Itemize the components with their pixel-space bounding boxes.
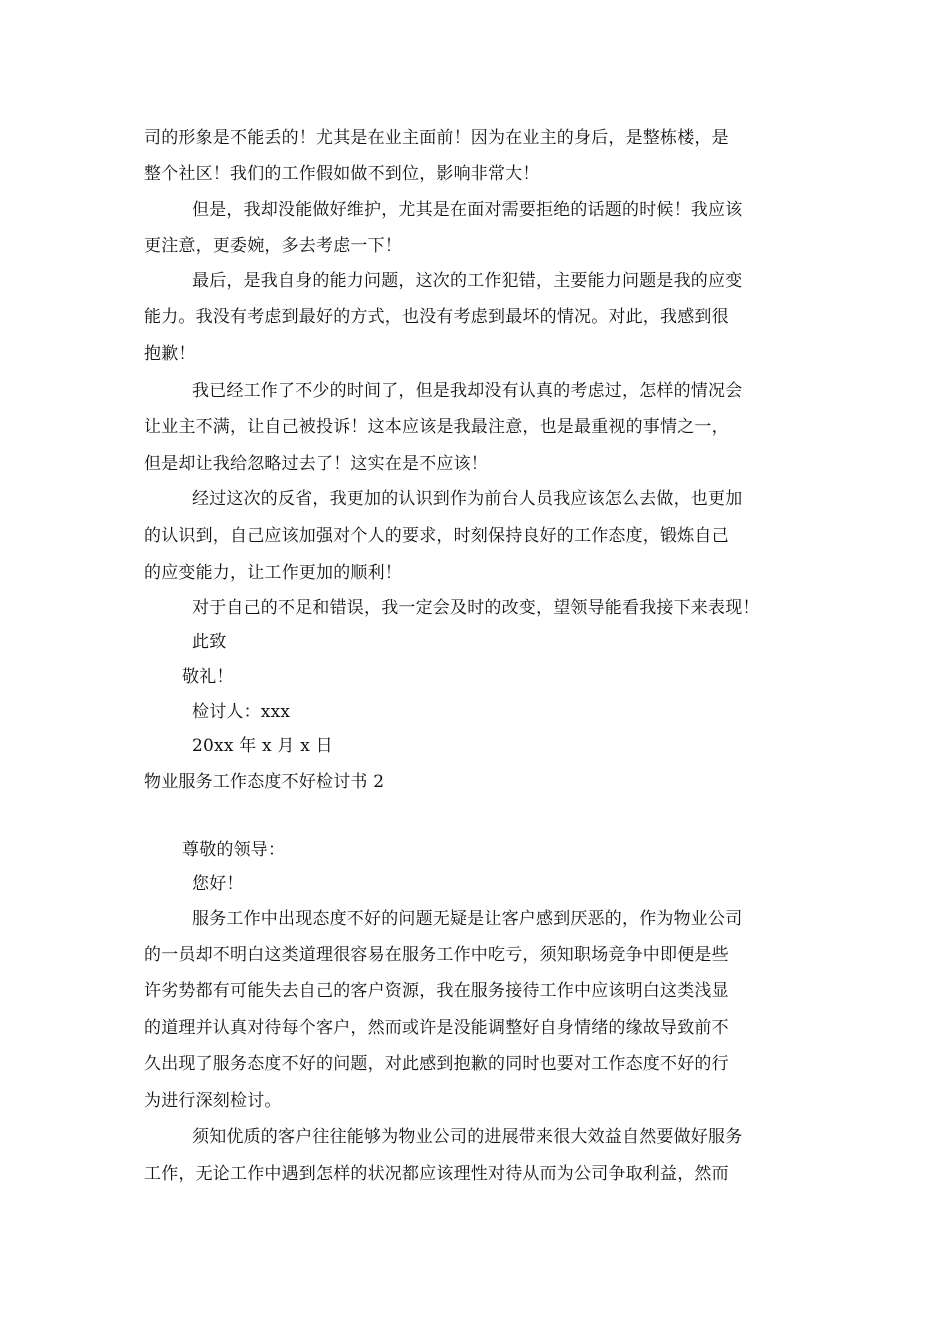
- signature-line: 检讨人：xxx: [192, 702, 291, 722]
- salutation-line: 敬礼！: [182, 667, 234, 687]
- section-title: 物业服务工作态度不好检讨书 2: [144, 772, 385, 792]
- paragraph-line: 最后，是我自身的能力问题，这次的工作犯错，主要能力问题是我的应变: [192, 271, 743, 291]
- paragraph-line: 的应变能力，让工作更加的顺利！: [144, 563, 402, 583]
- paragraph-line: 工作，无论工作中遇到怎样的状况都应该理性对待从而为公司争取利益，然而: [144, 1164, 729, 1184]
- paragraph-line: 对于自己的不足和错误，我一定会及时的改变，望领导能看我接下来表现！: [192, 598, 760, 618]
- paragraph-line: 为进行深刻检讨。: [144, 1091, 282, 1111]
- paragraph-line: 的道理并认真对待每个客户，然而或许是没能调整好自身情绪的缘故导致前不: [144, 1018, 729, 1038]
- paragraph-line: 但是，我却没能做好维护，尤其是在面对需要拒绝的话题的时候！我应该: [192, 200, 743, 220]
- paragraph-line: 我已经工作了不少的时间了，但是我却没有认真的考虑过，怎样的情况会: [192, 381, 743, 401]
- paragraph-line: 但是却让我给忽略过去了！这实在是不应该！: [144, 454, 488, 474]
- paragraph-line: 让业主不满，让自己被投诉！这本应该是我最注意，也是最重视的事情之一，: [144, 417, 729, 437]
- greeting-line: 您好！: [192, 874, 244, 894]
- paragraph-line: 须知优质的客户往往能够为物业公司的进展带来很大效益自然要做好服务: [192, 1127, 743, 1147]
- paragraph-line: 经过这次的反省，我更加的认识到作为前台人员我应该怎么去做，也更加: [192, 489, 743, 509]
- paragraph-line: 的认识到，自己应该加强对个人的要求，时刻保持良好的工作态度，锻炼自己: [144, 526, 729, 546]
- paragraph-line: 司的形象是不能丢的！尤其是在业主面前！因为在业主的身后，是整栋楼，是: [144, 128, 729, 148]
- paragraph-line: 能力。我没有考虑到最好的方式，也没有考虑到最坏的情况。对此，我感到很: [144, 307, 729, 327]
- paragraph-line: 久出现了服务态度不好的问题，对此感到抱歉的同时也要对工作态度不好的行: [144, 1054, 729, 1074]
- salutation-line: 此致: [192, 632, 227, 652]
- paragraph-line: 的一员却不明白这类道理很容易在服务工作中吃亏，须知职场竞争中即便是些: [144, 945, 729, 965]
- greeting-line: 尊敬的领导：: [182, 840, 286, 860]
- paragraph-line: 整个社区！我们的工作假如做不到位，影响非常大！: [144, 164, 540, 184]
- paragraph-line: 更注意，更委婉，多去考虑一下！: [144, 236, 402, 256]
- paragraph-line: 服务工作中出现态度不好的问题无疑是让客户感到厌恶的，作为物业公司: [192, 909, 743, 929]
- paragraph-line: 抱歉！: [144, 344, 196, 364]
- paragraph-line: 许劣势都有可能失去自己的客户资源，我在服务接待工作中应该明白这类浅显: [144, 981, 729, 1001]
- date-line: 20xx 年 x 月 x 日: [192, 736, 333, 756]
